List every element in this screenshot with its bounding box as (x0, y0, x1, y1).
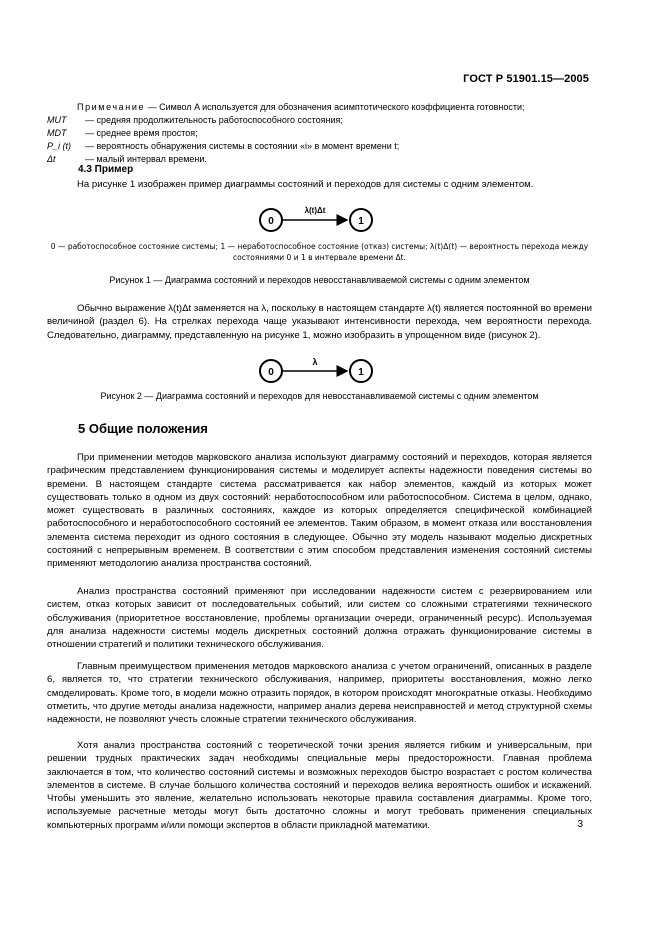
paragraph-after-figure-1: Обычно выражение λ(t)Δt заменяется на λ, поскольку в настоящем стандарте λ(t) является постоянной во времени величиной (раздел 6). На стрелках перехода чаще указывают интенсивности перехода, чем вероятности перехода. Следовательно, диаграмму, представленную на рисунке 1, можно изобразить в упрощенном виде (рисунок 2). (47, 303, 592, 341)
note-text: — средняя продолжительность работоспособного состояния; (85, 115, 343, 125)
note-item (47, 114, 592, 127)
section-5-paragraph: При применении методов марковского анализа используют диаграмму состояний и переходов, которая является графическим представлением функционирования системы и моделирует аспекты надежности поведения системы во времени. В настоящем стандарте система рассматривается как набор элементов, каждый из которых может существовать только в одном из двух состояний: неработоспособном или работоспособном. Система в целом, однако, может существовать в различных состояниях, каждое из которых определяется специфической комбинацией работоспособного и неработоспособного состояний ее элементов. Таким образом, в момент отказа или восстановления элемента система переходит из одного состояния в следующее. Обычно эту модель называют моделью дискретных состояний с непрерывным временем. В соответствии с этим способом представления изменения состояний системы применяют методологию анализа пространства состояний. (47, 452, 592, 570)
note-symbol: P_i (t) (47, 141, 72, 151)
note-intro (47, 101, 592, 114)
section-4-3-intro: На рисунке 1 изображен пример диаграммы состояний и переходов для системы с одним элементом. (77, 179, 534, 190)
page-number: 3 (577, 819, 583, 830)
section-4-3-title: 4.3 Пример (78, 164, 134, 175)
state-1-label: 1 (358, 216, 364, 227)
section-5-title: 5 Общие положения (78, 421, 208, 436)
section-5-paragraph: Хотя анализ пространства состояний с теоретической точки зрения является гибким и универсальным, при решении трудных практических задач необходимы специальные меры предосторожности. Главная проблема заключается в том, что количество состояний системы и возможных переходов быстро возрастает с ростом количества элементов в системе. В случае большого количества состояний и переходов велика вероятность ошибок и искажений. Чтобы уменьшить это явление, желательно использовать некоторые правила составления диаграммы. Кроме того, используемые расчетные методы могут быть достаточно сложны и могут требовать применения специальных компьютерных программ и/или помощи экспертов в области прикладной математики. (47, 740, 592, 831)
note-block (47, 101, 592, 166)
note-text: — среднее время простоя; (85, 128, 198, 138)
figure-2-diagram (255, 354, 380, 388)
note-label: Примечание (77, 102, 146, 112)
figure-1-caption: Рисунок 1 — Диаграмма состояний и переходов невосстанавливаемой системы с одним элементом (109, 275, 530, 285)
note-item (47, 127, 592, 140)
note-item (47, 140, 592, 153)
note-symbol: MUT (47, 115, 67, 125)
transition-label: λ(t)Δt (304, 206, 326, 215)
state-0-label: 0 (268, 367, 274, 378)
state-1-label: 1 (358, 367, 364, 378)
section-5-paragraph: Анализ пространства состояний применяют при исследовании надежности систем с резервированием или систем, отказ которых зависит от последовательных событий, или систем со сложными стратегиями технического обслуживания (приоритетное восстановление, проблемы организации очереди, ограниченный ресурс). Используемая для анализа надежности системы модель дискретных состояний должна отражать функционирование системы в отношении стратегий и политики технического обслуживания. (47, 586, 592, 651)
note-symbol: Δt (47, 154, 56, 164)
figure-1-legend: 0 — работоспособное состояние системы; 1 — неработоспособное состояние (отказ) системы; λ(t)Δ(t) — вероятность перехода между состояниями 0 и 1 в интервале времени Δt. (50, 242, 589, 262)
note-intro-text: — Символ A используется для обозначения асимптотического коэффициента готовности; (147, 102, 525, 112)
note-symbol: MDT (47, 128, 67, 138)
note-text: — малый интервал времени. (85, 154, 207, 164)
document-header: ГОСТ Р 51901.15—2005 (463, 73, 589, 85)
section-5-paragraph: Главным преимуществом применения методов марковского анализа с учетом ограничений, описанных в разделе 6, является то, что стратегии технического обслуживания, например, приоритеты восстановления, можно легко смоделировать. Кроме того, в модели можно отразить порядок, в котором происходят многократные отказы. Необходимо отметить, что другие методы анализа надежности, например анализ дерева неисправностей и метод структурной схемы надежности, не позволяют учесть сложные стратегии технического обслуживания. (47, 661, 592, 726)
state-0-label: 0 (268, 216, 274, 227)
figure-1-diagram (255, 203, 380, 237)
note-text: — вероятность обнаружения системы в состоянии «i» в момент времени t; (85, 141, 400, 151)
transition-label: λ (312, 357, 318, 367)
figure-2-caption: Рисунок 2 — Диаграмма состояний и переходов для невосстанавливаемой системы с одним элементом (100, 391, 539, 401)
